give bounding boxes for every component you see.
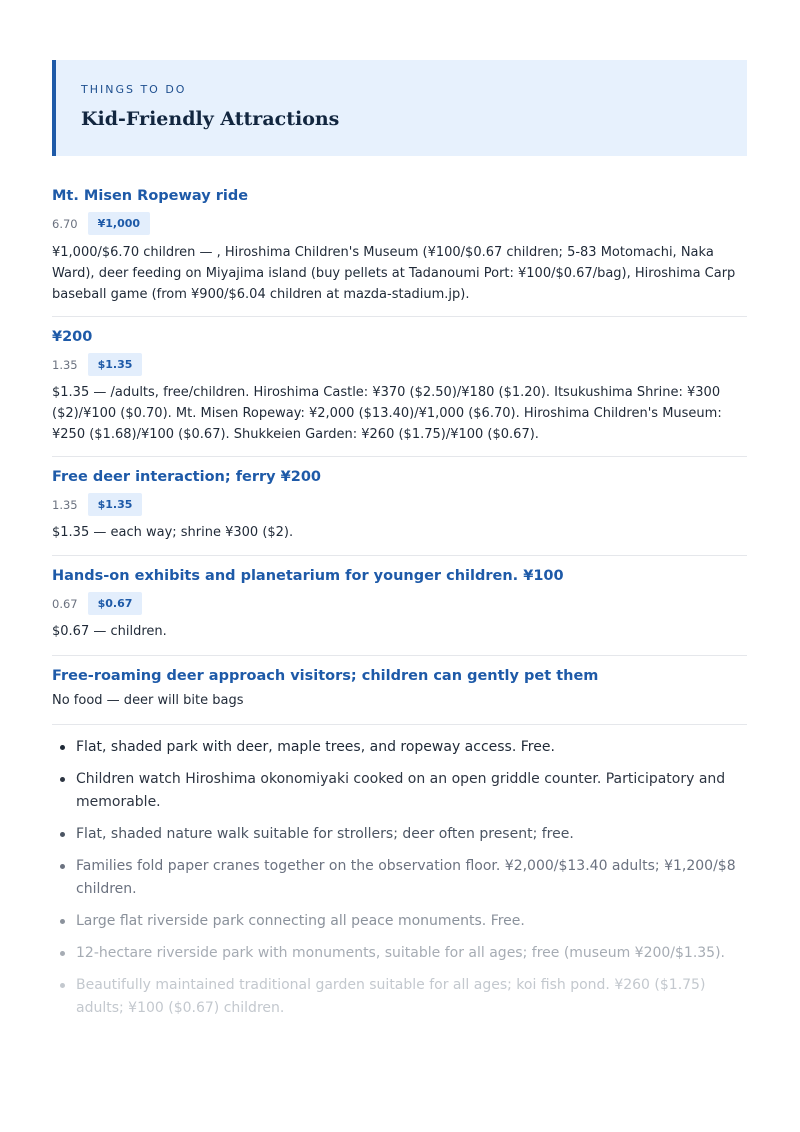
attraction-item — [52, 186, 747, 302]
attraction-item — [52, 327, 747, 442]
attraction-item — [52, 666, 747, 708]
price-badge: ¥1,000 — [88, 212, 150, 235]
attraction-name: Mt. Misen Ropeway ride — [52, 188, 249, 204]
price-row — [52, 212, 150, 235]
divider — [52, 316, 747, 317]
attraction-name: ¥200 — [52, 329, 93, 345]
attraction-description: ¥1,000/$6.70 children — , Hiroshima Children's Museum (¥100/$0.67 children; 5-83 Motomachi, Naka Ward), deer feeding on Miyajima island (buy pellets at Tadanoumi Port: ¥100/$0.67/bag), Hiroshima Carp baseball game (from ¥900/$6.04 children at mazda-stadium.jp). — [52, 245, 736, 302]
list-item: Flat, shaded park with deer, maple trees, and ropeway access. Free. — [52, 736, 747, 759]
price-badge: $0.67 — [88, 592, 143, 615]
attraction-name: Free deer interaction; ferry ¥200 — [52, 469, 322, 485]
usd-price: 1.35 — [52, 357, 78, 372]
list-item: Children watch Hiroshima okonomiyaki cooked on an open griddle counter. Participatory and memorable. — [52, 768, 747, 814]
attraction-item — [52, 566, 747, 639]
usd-price: 6.70 — [52, 216, 78, 231]
attraction-name: Hands-on exhibits and planetarium for younger children. ¥100 — [52, 568, 564, 584]
attraction-description: $1.35 — each way; shrine ¥300 ($2). — [52, 525, 294, 540]
price-badge: $1.35 — [88, 353, 143, 376]
usd-price: 0.67 — [52, 596, 78, 611]
divider — [52, 555, 747, 556]
attraction-description: $1.35 — /adults, free/children. Hiroshima Castle: ¥370 ($2.50)/¥180 ($1.20). Itsukushima Shrine: ¥300 ($2)/¥100 ($0.70). Mt. Misen Ropeway: ¥2,000 ($13.40)/¥1,000 ($6.70). Hiroshima Children's Museum: ¥250 ($1.68)/¥100 ($0.67). Shukkeien Garden: ¥260 ($1.75)/¥100 ($0.67). — [52, 385, 722, 442]
divider — [52, 655, 747, 656]
section-eyebrow: THINGS TO DO — [81, 83, 187, 96]
attraction-name: Free-roaming deer approach visitors; children can gently pet them — [52, 668, 599, 684]
price-row — [52, 493, 142, 516]
list-item: 12-hectare riverside park with monuments, suitable for all ages; free (museum ¥200/$1.35). — [52, 942, 747, 965]
attraction-bullet-list — [52, 736, 747, 1029]
attraction-item — [52, 467, 747, 540]
section-header — [52, 60, 747, 156]
section-title: Kid-Friendly Attractions — [81, 108, 340, 130]
price-badge: $1.35 — [88, 493, 143, 516]
divider — [52, 724, 747, 725]
list-item: Families fold paper cranes together on the observation floor. ¥2,000/$13.40 adults; ¥1,200/$8 children. — [52, 855, 747, 901]
attraction-description: No food — deer will bite bags — [52, 693, 244, 708]
list-item: Large flat riverside park connecting all peace monuments. Free. — [52, 910, 747, 933]
price-row — [52, 353, 142, 376]
usd-price: 1.35 — [52, 497, 78, 512]
list-item: Flat, shaded nature walk suitable for strollers; deer often present; free. — [52, 823, 747, 846]
attraction-description: $0.67 — children. — [52, 624, 167, 639]
price-row — [52, 592, 142, 615]
divider — [52, 456, 747, 457]
list-item: Beautifully maintained traditional garden suitable for all ages; koi fish pond. ¥260 ($1.75) adults; ¥100 ($0.67) children. — [52, 974, 747, 1020]
